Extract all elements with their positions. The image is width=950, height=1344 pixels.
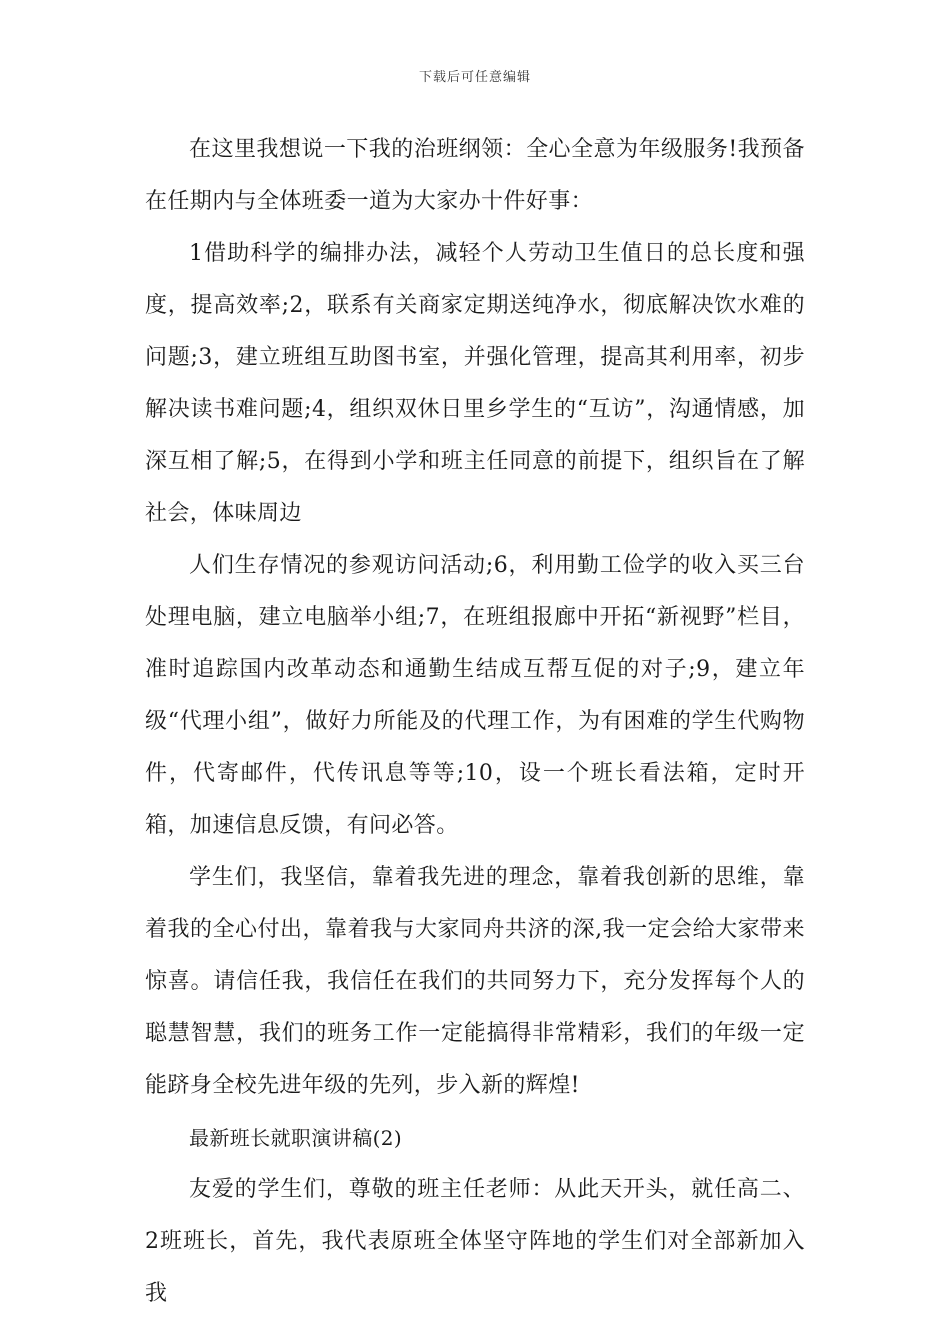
section-title: 最新班长就职演讲稿(2) [189,1126,403,1150]
document-body [145,124,805,1320]
paragraph-plans-1-5: 1借助科学的编排办法，减轻个人劳动卫生值日的总长度和强度，提高效率;2，联系有关商家定期送纯净水，彻底解决饮水难的问题;3，建立班组互助图书室，并强化管理，提高其利用率，初步解决读书难问题;4，组织双休日里乡学生的“互访”，沟通情感，加深互相了解;5，在得到小学和班主任同意的前提下，组织旨在了解社会，体味周边 [145,241,805,526]
paragraph-closing: 学生们，我坚信，靠着我先进的理念，靠着我创新的思维，靠着我的全心付出，靠着我与大家同舟共济的深,我一定会给大家带来惊喜。请信任我，我信任在我们的共同努力下，充分发挥每个人的聪慧智慧，我们的班务工作一定能搞得非常精彩，我们的年级一定能跻身全校先进年级的先列，步入新的辉煌! [145,865,805,1098]
paragraph-platform: 在这里我想说一下我的治班纲领：全心全意为年级服务!我预备在任期内与全体班委一道为大家办十件好事： [145,137,805,214]
paragraph-plans-6-10: 人们生存情况的参观访问活动;6，利用勤工俭学的收入买三台处理电脑，建立电脑举小组;7，在班组报廊中开拓“新视野”栏目，准时追踪国内改革动态和通勤生结成互帮互促的对子;9，建立年级“代理小组”，做好力所能及的代理工作，为有困难的学生代购物件，代寄邮件，代传讯息等等;10，设一个班长看法箱，定时开箱，加速信息反馈，有问必答。 [145,553,805,838]
paragraph-second-speech: 友爱的学生们，尊敬的班主任老师：从此天开头，就任高二、2班班长，首先，我代表原班全体坚守阵地的学生们对全部新加入我 [145,1177,805,1306]
page-header: 下载后可任意编辑 [418,70,531,85]
